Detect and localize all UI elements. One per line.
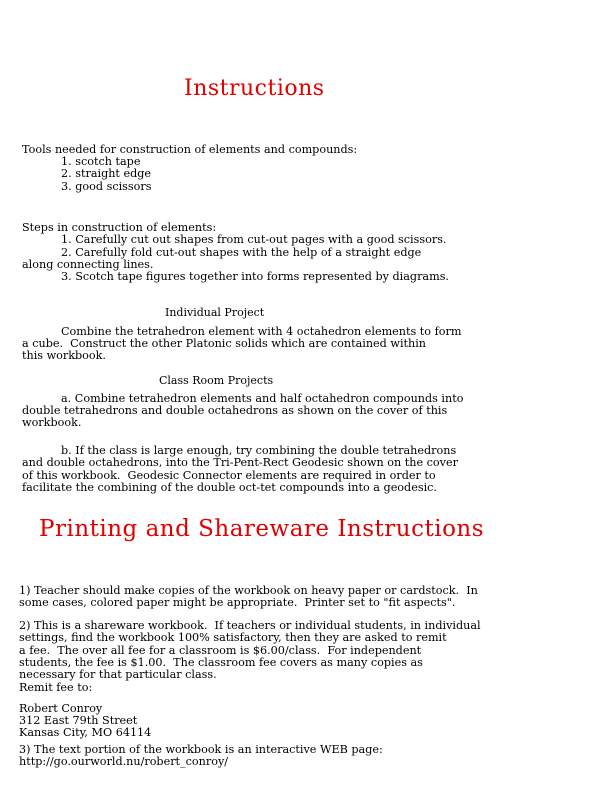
- class-project-b-text: of this workbook. Geodesic Connector elements are required in order to: [22, 469, 436, 482]
- remit-fee-label: Remit fee to:: [19, 681, 93, 694]
- tools-item: 2. straight edge: [61, 167, 152, 180]
- address-line: 312 East 79th Street: [19, 714, 138, 727]
- step-item: 1. Carefully cut out shapes from cut-out pages with a good scissors.: [61, 233, 447, 246]
- class-project-a-text: double tetrahedrons and double octahedrons as shown on the cover of this: [22, 404, 448, 417]
- printing-item-2: necessary for that particular class.: [19, 668, 217, 681]
- individual-project-text: a cube. Construct the other Platonic solids which are contained within: [22, 337, 427, 350]
- printing-item-3: 3) The text portion of the workbook is an interactive WEB page:: [19, 743, 383, 756]
- printing-item-2: students, the fee is $1.00. The classroom fee covers as many copies as: [19, 656, 423, 669]
- individual-project-text: Combine the tetrahedron element with 4 octahedron elements to form: [61, 325, 462, 338]
- page-title: Instructions: [184, 76, 325, 101]
- individual-project-heading: Individual Project: [165, 306, 265, 319]
- printing-shareware-title: Printing and Shareware Instructions: [39, 516, 485, 542]
- step-item-continuation: along connecting lines.: [22, 258, 154, 271]
- steps-heading: Steps in construction of elements:: [22, 221, 217, 234]
- class-room-projects-heading: Class Room Projects: [159, 374, 274, 387]
- class-project-b-text: facilitate the combining of the double oct-tet compounds into a geodesic.: [22, 481, 437, 494]
- printing-item-1: 1) Teacher should make copies of the workbook on heavy paper or cardstock. In: [19, 584, 478, 597]
- tools-item: 1. scotch tape: [61, 155, 141, 168]
- printing-item-2: settings, find the workbook 100% satisfactory, then they are asked to remit: [19, 631, 447, 644]
- printing-item-2: a fee. The over all fee for a classroom is $6.00/class. For independent: [19, 644, 422, 657]
- step-item: 2. Carefully fold cut-out shapes with the help of a straight edge: [61, 246, 422, 259]
- class-project-b-text: and double octahedrons, into the Tri-Pent-Rect Geodesic shown on the cover: [22, 456, 458, 469]
- address-line: Kansas City, MO 64114: [19, 726, 152, 739]
- printing-item-1: some cases, colored paper might be appropriate. Printer set to "fit aspects".: [19, 596, 456, 609]
- class-project-a-text: a. Combine tetrahedron elements and half octahedron compounds into: [61, 392, 464, 405]
- printing-item-2: 2) This is a shareware workbook. If teachers or individual students, in individual: [19, 619, 481, 632]
- individual-project-text: this workbook.: [22, 349, 106, 362]
- address-line: Robert Conroy: [19, 702, 103, 715]
- step-item: 3. Scotch tape figures together into forms represented by diagrams.: [61, 270, 449, 283]
- tools-heading: Tools needed for construction of elements and compounds:: [22, 143, 358, 156]
- tools-item: 3. good scissors: [61, 180, 152, 193]
- web-link[interactable]: http://go.ourworld.nu/robert_conroy/: [19, 755, 229, 768]
- class-project-b-text: b. If the class is large enough, try combining the double tetrahedrons: [61, 444, 457, 457]
- class-project-a-text: workbook.: [22, 416, 82, 429]
